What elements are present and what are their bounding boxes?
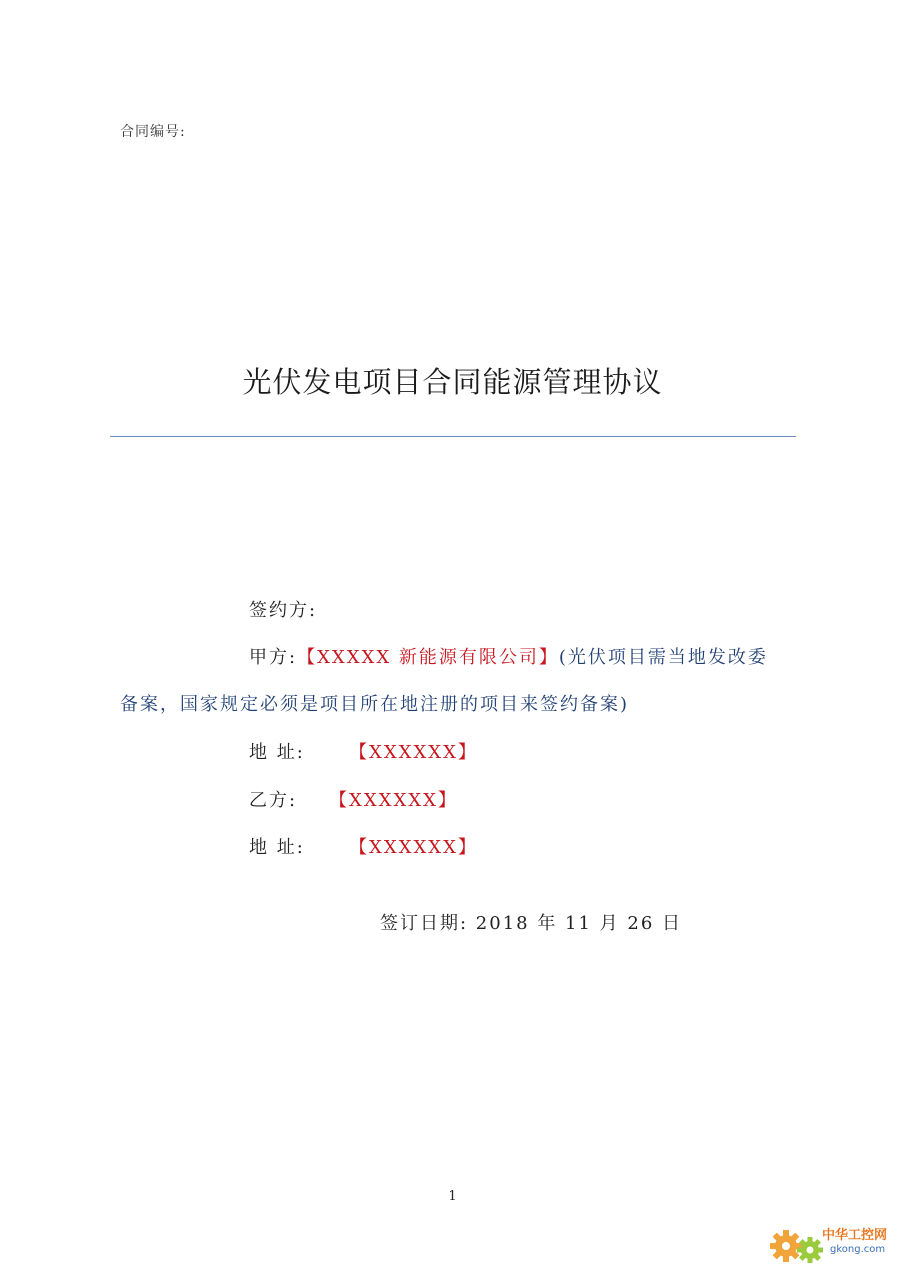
watermark-url: gkong.com: [830, 1244, 886, 1255]
party-a-line: [249, 643, 768, 669]
party-a-name: 【XXXXX 新能源有限公司】: [297, 647, 559, 668]
gear-icon: [768, 1220, 828, 1272]
signing-date: 签订日期: 2018 年 11 月 26 日: [380, 913, 683, 934]
watermark-logo: [768, 1220, 898, 1272]
title-divider: [110, 436, 796, 437]
page-number: 1: [448, 1189, 457, 1204]
party-b-address-value: 【XXXXXX】: [349, 837, 478, 858]
party-b-name: 【XXXXXX】: [329, 790, 458, 811]
party-a-address-label: 地 址:: [249, 742, 305, 763]
party-a-address-value: 【XXXXXX】: [349, 742, 478, 763]
party-b-line: [249, 786, 458, 812]
contract-number-label: 合同编号:: [120, 124, 186, 140]
signing-parties-label: 签约方:: [249, 600, 318, 621]
party-b-label: 乙方:: [249, 790, 298, 811]
party-a-note-continuation: 备案，国家规定必须是项目所在地注册的项目来签约备案): [120, 694, 630, 715]
party-a-note: (光伏项目需当地发改委: [558, 647, 768, 668]
party-a-label: 甲方:: [249, 647, 298, 668]
party-b-address-line: [249, 833, 478, 859]
watermark-site-name: 中华工控网: [822, 1228, 888, 1243]
party-a-address-line: [249, 738, 478, 764]
document-title: 光伏发电项目合同能源管理协议: [242, 365, 663, 399]
party-b-address-label: 地 址:: [249, 837, 305, 858]
